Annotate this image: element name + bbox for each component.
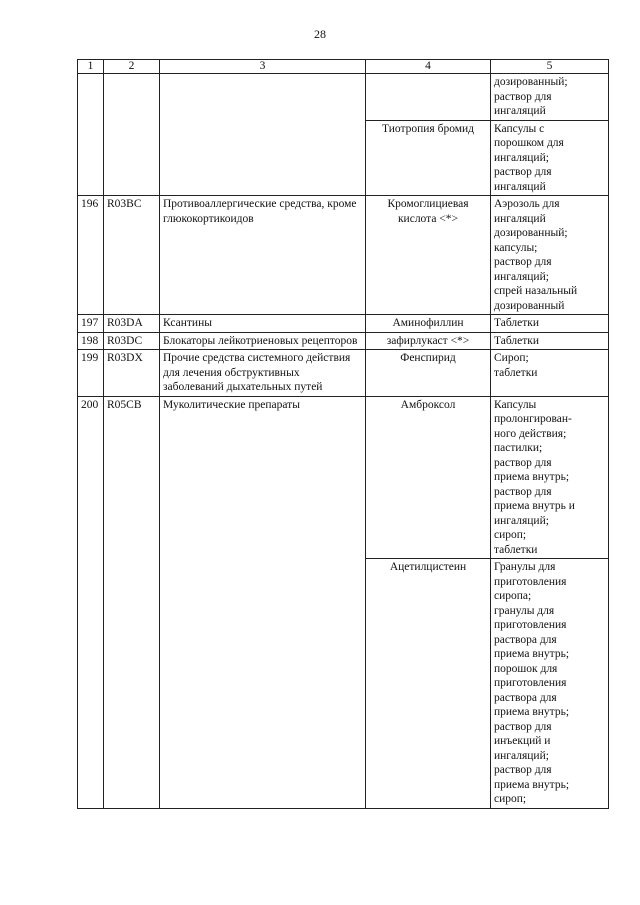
table-row (78, 315, 609, 333)
page-number: 28 (314, 27, 326, 41)
substance-cell: Фенспирид (366, 350, 491, 397)
group-cell: Муколитические препараты (160, 396, 366, 808)
column-header: 2 (104, 60, 160, 74)
group-cell: Ксантины (160, 315, 366, 333)
forms-cell: Капсулы пролонгирован- ного действия; пастилки; раствор для приема внутрь; раствор для приема внутрь и ингаляций; сироп; таблетки (491, 396, 609, 559)
code-cell: R05CB (104, 396, 160, 808)
column-header: 3 (160, 60, 366, 74)
code-cell: R03DA (104, 315, 160, 333)
table-header-row (78, 60, 609, 74)
table-row (78, 196, 609, 315)
substance-cell: Амброксол (366, 396, 491, 559)
column-header: 1 (78, 60, 104, 74)
forms-cell: Аэрозоль для ингаляций дозированный; капсулы; раствор для ингаляций; спрей назальный дозированный (491, 196, 609, 315)
group-cell: Прочие средства системного действия для лечения обструктивных заболеваний дыхательных путей (160, 350, 366, 397)
code-cell: R03DC (104, 332, 160, 350)
forms-cell: Сироп; таблетки (491, 350, 609, 397)
table-row-continuation (78, 74, 609, 121)
substance-cell (366, 74, 491, 121)
forms-cell: Таблетки (491, 315, 609, 333)
column-header: 5 (491, 60, 609, 74)
code-cell (104, 74, 160, 196)
substance-cell: Кромоглициевая кислота <*> (366, 196, 491, 315)
column-header: 4 (366, 60, 491, 74)
number-cell: 199 (78, 350, 104, 397)
table-row (78, 396, 609, 559)
code-cell: R03BC (104, 196, 160, 315)
table-row (78, 350, 609, 397)
number-cell: 198 (78, 332, 104, 350)
substance-cell: зафирлукаст <*> (366, 332, 491, 350)
substance-cell: Ацетилцистеин (366, 559, 491, 809)
code-cell: R03DX (104, 350, 160, 397)
number-cell: 196 (78, 196, 104, 315)
group-cell: Противоаллергические средства, кроме глюкокортикоидов (160, 196, 366, 315)
group-cell (160, 74, 366, 196)
drug-table (77, 59, 609, 809)
number-cell (78, 74, 104, 196)
forms-cell: Капсулы с порошком для ингаляций; раствор для ингаляций (491, 120, 609, 196)
forms-cell: дозированный; раствор для ингаляций (491, 74, 609, 121)
group-cell: Блокаторы лейкотриеновых рецепторов (160, 332, 366, 350)
forms-cell: Гранулы для приготовления сиропа; гранулы для приготовления раствора для приема внутрь; порошок для приготовления раствора для приема внутрь; раствор для инъекций и ингаляций; раствор для приема внутрь; сироп; (491, 559, 609, 809)
forms-cell: Таблетки (491, 332, 609, 350)
substance-cell: Аминофиллин (366, 315, 491, 333)
table-row (78, 332, 609, 350)
substance-cell: Тиотропия бромид (366, 120, 491, 196)
number-cell: 200 (78, 396, 104, 808)
number-cell: 197 (78, 315, 104, 333)
